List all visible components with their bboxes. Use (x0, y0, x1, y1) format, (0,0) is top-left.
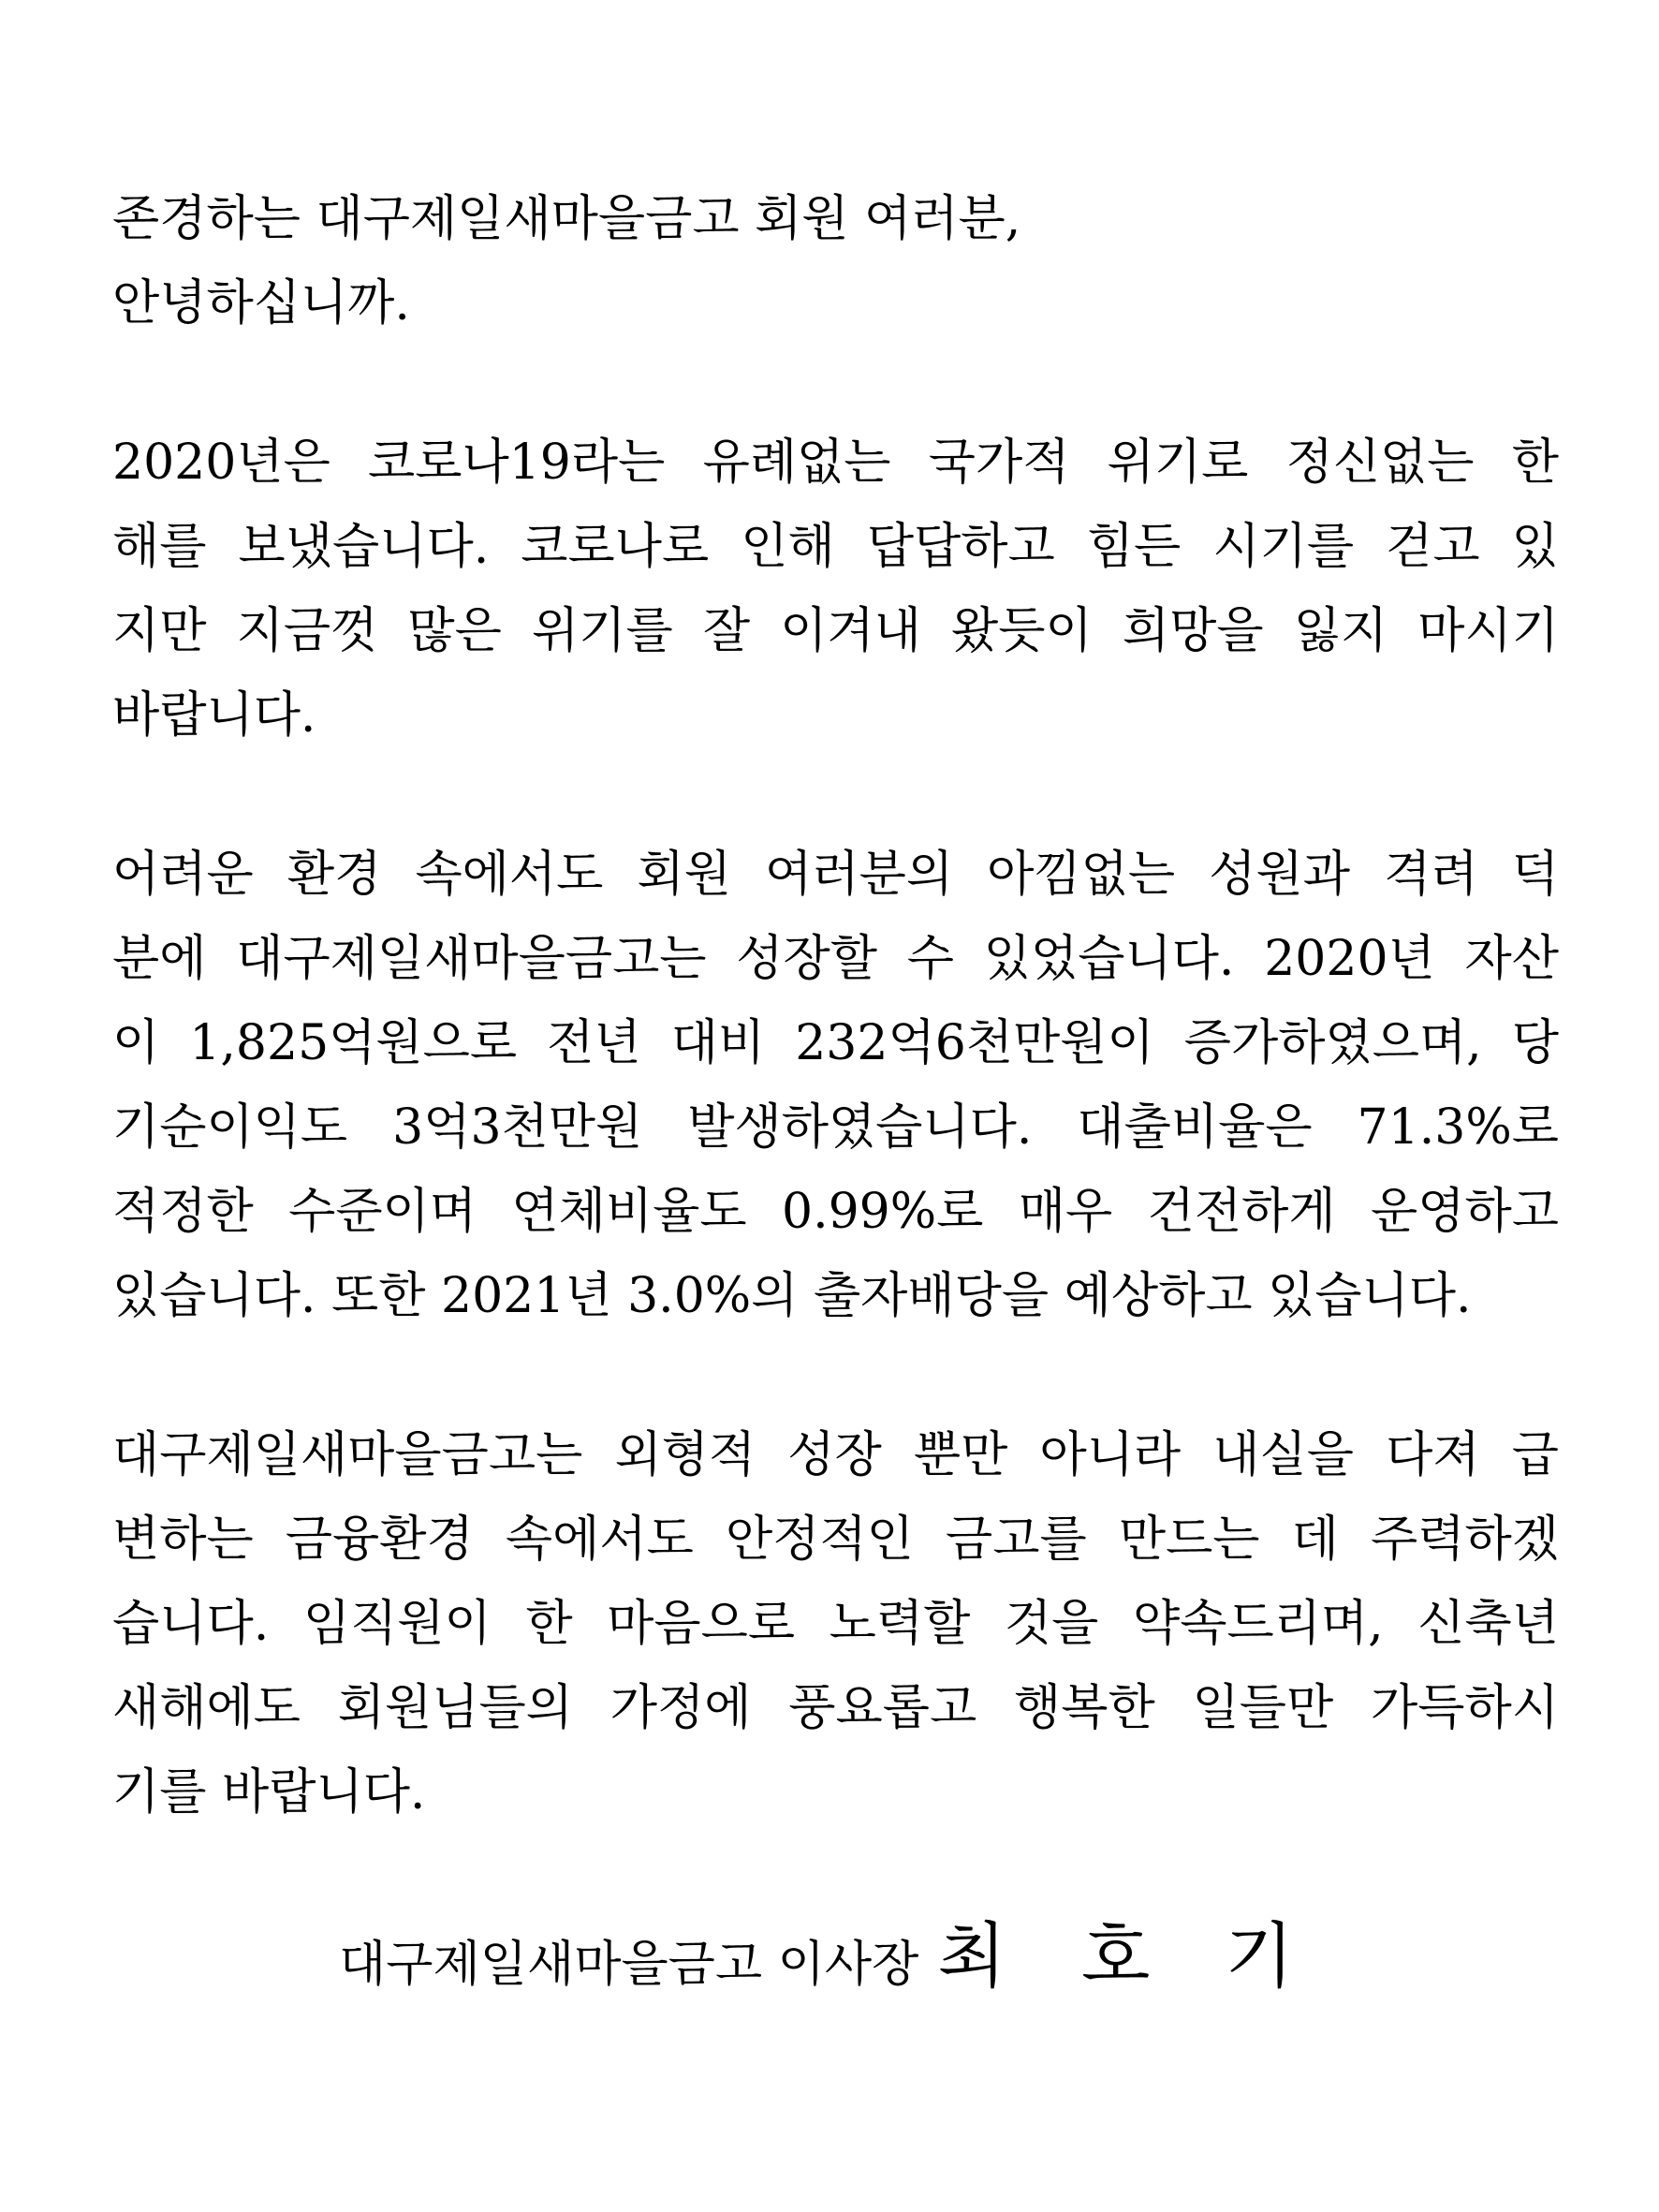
word: 만드는 (1118, 1512, 1260, 1568)
word: 데 (1291, 1512, 1339, 1568)
word: 발생하였습니다. (687, 1099, 1033, 1156)
word: 대비 (670, 1015, 766, 1071)
word: 대출비율은 (1077, 1099, 1313, 1156)
word: 국가적 (928, 435, 1070, 491)
word: 급 (1511, 1427, 1559, 1483)
word: 많은 (407, 603, 502, 659)
word: 금고를 (946, 1512, 1087, 1568)
word: 임직원이 (302, 1596, 492, 1652)
word: 이겨내 (780, 603, 921, 659)
word: 코로나로 (521, 519, 710, 575)
word: 적정한 (112, 1184, 254, 1240)
greeting-line: 존경하는 대구제일새마을금고 회원 여러분, (112, 191, 1021, 247)
word: 해를 (112, 519, 207, 575)
word: 1,825억원으로 (189, 1015, 518, 1071)
word: 기순이익도 (112, 1099, 348, 1156)
paragraph-line (112, 931, 1559, 987)
word: 당 (1511, 1015, 1559, 1071)
word: 2020년 (1264, 931, 1435, 987)
word: 한 (525, 1596, 573, 1652)
paragraph-line (112, 603, 1559, 659)
word: 시기를 (1212, 519, 1355, 575)
word: 힘든 (1086, 519, 1182, 575)
word: 지금껏 (236, 603, 378, 659)
word: 어려운 (112, 847, 254, 903)
word: 성장 (787, 1427, 882, 1483)
word: 마시기 (1417, 603, 1559, 659)
word: 안정적인 (725, 1512, 914, 1568)
word: 변하는 (112, 1512, 254, 1568)
word: 덕 (1511, 847, 1559, 903)
word: 0.99%로 (781, 1184, 984, 1240)
paragraph-line: 있습니다. 또한 2021년 3.0%의 출자배당을 예상하고 있습니다. (112, 1268, 1472, 1324)
signature (0, 1899, 1659, 2001)
paragraph-line (112, 1512, 1559, 1568)
signature-title: 대구제일새마을금고 이사장 (339, 1937, 919, 1993)
word: 회원님들의 (337, 1680, 573, 1736)
word: 매우 (1018, 1184, 1113, 1240)
word: 아낌없는 (987, 847, 1176, 903)
word: 보냈습니다. (238, 519, 490, 575)
paragraph-line (112, 1680, 1559, 1736)
word: 걷고 (1386, 519, 1480, 575)
word: 잘 (702, 603, 751, 659)
word: 232억6천만원이 (795, 1015, 1154, 1071)
greeting-line: 안녕하십니까. (112, 275, 410, 332)
word: 3억3천만원 (392, 1099, 643, 1156)
word: 주력하겠 (1371, 1512, 1559, 1568)
word: 성장할 (736, 931, 877, 987)
paragraph-line (112, 1099, 1559, 1156)
word: 코로나19라는 (368, 435, 666, 491)
word: 이 (112, 1015, 160, 1071)
word: 다져 (1386, 1427, 1480, 1483)
word: 전년 (547, 1015, 641, 1071)
word: 습니다. (112, 1596, 270, 1652)
word: 수 (906, 931, 954, 987)
word: 위기로 (1107, 435, 1249, 491)
word: 있었습니다. (983, 931, 1235, 987)
word: 연체비율도 (511, 1184, 747, 1240)
word: 인해 (741, 519, 835, 575)
word: 풍요롭고 (788, 1680, 977, 1736)
word: 일들만 (1192, 1680, 1334, 1736)
word: 환경 (286, 847, 382, 903)
paragraph-line (112, 1596, 1559, 1652)
word: 있 (1511, 519, 1559, 575)
word: 가득하시 (1371, 1680, 1559, 1736)
paragraph-line: 기를 바랍니다. (112, 1764, 426, 1821)
word: 잃지 (1293, 603, 1388, 659)
word: 희망을 (1122, 603, 1264, 659)
word: 것을 (1004, 1596, 1099, 1652)
word: 가정에 (609, 1680, 752, 1736)
word: 수준이며 (288, 1184, 477, 1240)
word: 건전하게 (1147, 1184, 1336, 1240)
word: 새해에도 (112, 1680, 301, 1736)
word: 대구제일새마을금고는 (236, 931, 707, 987)
word: 금융환경 (285, 1512, 474, 1568)
word: 유례없는 (702, 435, 891, 491)
paragraph-line (112, 1427, 1559, 1483)
word: 한 (1511, 435, 1559, 491)
word: 71.3%로 (1357, 1099, 1559, 1156)
word: 속에서도 (415, 847, 604, 903)
paragraph-line (112, 435, 1559, 491)
word: 2020년은 (112, 435, 330, 491)
word: 분에 (112, 931, 207, 987)
word: 왔듯이 (951, 603, 1093, 659)
word: 자산 (1464, 931, 1559, 987)
word: 노력할 (829, 1596, 971, 1652)
word: 내실을 (1212, 1427, 1354, 1483)
word: 외형적 (614, 1427, 756, 1483)
word: 정신없는 (1285, 435, 1475, 491)
paragraph-line (112, 519, 1559, 575)
word: 성원과 (1209, 847, 1350, 903)
word: 신축년 (1417, 1596, 1559, 1652)
word: 속에서도 (505, 1512, 694, 1568)
word: 답답하고 (866, 519, 1055, 575)
word: 위기를 (532, 603, 673, 659)
word: 행복한 (1014, 1680, 1155, 1736)
word: 뿐만 (913, 1427, 1008, 1483)
word: 아니라 (1039, 1427, 1182, 1483)
word: 지만 (112, 603, 207, 659)
paragraph-line: 바랍니다. (112, 687, 316, 744)
word: 약속드리며, (1132, 1596, 1384, 1652)
word: 회원 (637, 847, 731, 903)
word: 마음으로 (607, 1596, 796, 1652)
word: 격려 (1384, 847, 1478, 903)
paragraph-line (112, 1184, 1559, 1240)
word: 여러분의 (765, 847, 954, 903)
paragraph-line (112, 1015, 1559, 1071)
signature-name: 최 호 기 (937, 1914, 1320, 1998)
paragraph-line (112, 847, 1559, 903)
word: 운영하고 (1371, 1184, 1559, 1240)
word: 증가하였으며, (1183, 1015, 1482, 1071)
word: 대구제일새마을금고는 (112, 1427, 583, 1483)
